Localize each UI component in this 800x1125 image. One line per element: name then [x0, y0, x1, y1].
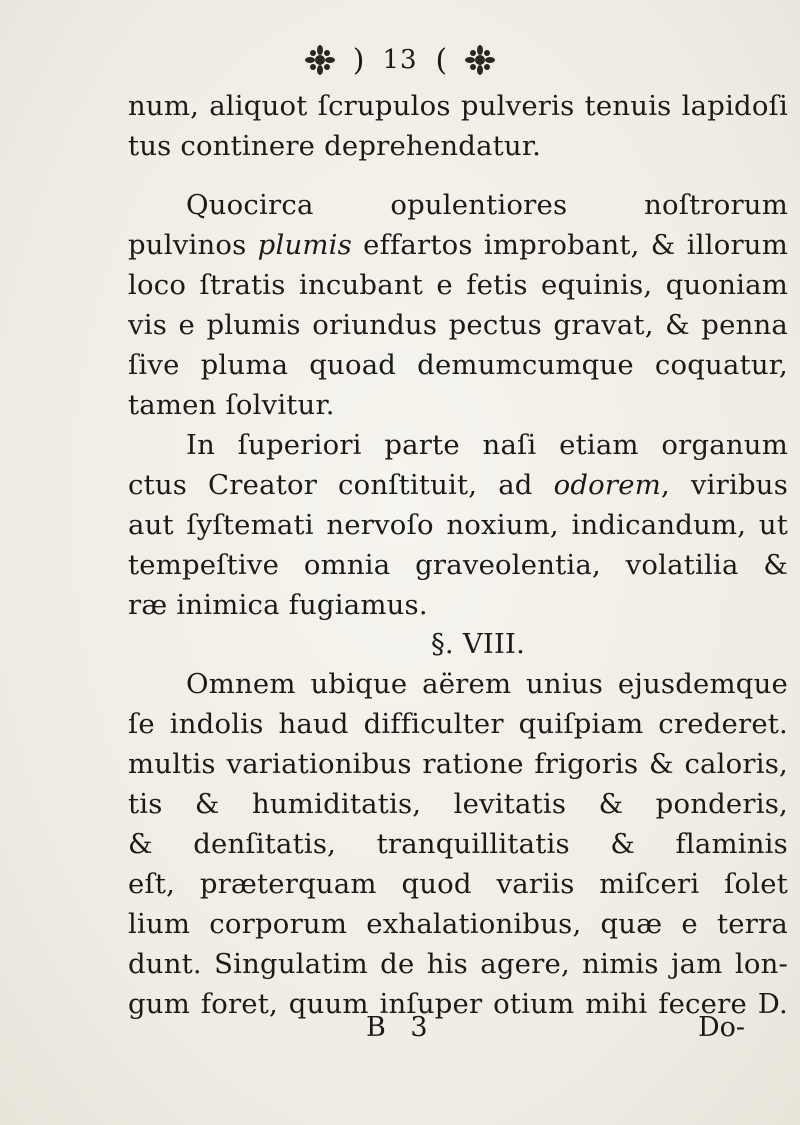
- paragraph-pillows: [128, 185, 788, 425]
- text-line: vis e plumis oriundus pectus gravat, & penna: [128, 309, 788, 341]
- text-line: In ſuperiori parte naſi etiam organum: [186, 429, 788, 461]
- text-line: dunt. Singulatim de his agere, nimis jam lon-: [128, 948, 788, 980]
- text-run: ctus Creator conſtituit, ad: [128, 469, 554, 501]
- text-line: tempeſtive omnia graveolentia, volatilia &: [128, 549, 788, 581]
- right-parenthesis: (: [435, 42, 448, 78]
- text-line: lium corporum exhalationibus, quæ e terra: [128, 908, 788, 940]
- text-line: & denſitatis, tranquillitatis & flaminis: [128, 828, 788, 860]
- text-line: gum foret, quum inſuper otium mihi fecere D.: [128, 988, 788, 1020]
- italic-word: odorem: [553, 469, 661, 501]
- text-line: ſive pluma quoad demumcumque coquatur,: [128, 349, 788, 381]
- paragraph-smell: [128, 425, 788, 625]
- section-heading: §. VIII.: [430, 628, 526, 660]
- text-line: loco ſtratis incubant e fetis equinis, quoniam: [128, 269, 788, 301]
- text-line: tus continere deprehendatur.: [128, 130, 542, 162]
- paragraph-continuation: [128, 86, 788, 166]
- page-footer: [0, 1012, 800, 1052]
- italic-word: plumis: [257, 229, 352, 261]
- left-parenthesis: ): [352, 42, 365, 78]
- left-fleuron-icon: [305, 45, 335, 75]
- running-header: [0, 40, 800, 80]
- text-line: tis & humiditatis, levitatis & ponderis,: [128, 788, 788, 820]
- page-number: 13: [382, 45, 418, 75]
- text-line: ſe indolis haud difficulter quiſpiam crederet.: [128, 708, 788, 740]
- text-run: , viribus: [661, 469, 788, 501]
- text-line: [128, 225, 788, 265]
- right-fleuron-icon: [465, 45, 495, 75]
- text-line: [128, 465, 788, 505]
- text-line: num, aliquot ſcrupulos pulveris tenuis lapidoſi: [128, 90, 788, 122]
- text-line: eſt, præterquam quod variis miſceri ſolet: [128, 868, 788, 900]
- signature-mark: B 3: [366, 1012, 436, 1043]
- text-line: aut ſyſtemati nervoſo noxium, indicandum, ut: [128, 509, 788, 541]
- paragraph-air: [128, 664, 788, 1024]
- catchword: Do-: [698, 1012, 746, 1043]
- text-line: ræ inimica fugiamus.: [128, 589, 428, 621]
- text-line: tamen ſolvitur.: [128, 389, 335, 421]
- text-run: pulvinos: [128, 229, 258, 261]
- text-line: Omnem ubique aërem unius ejusdemque: [186, 668, 788, 700]
- section-heading-block: [128, 624, 788, 664]
- text-line: Quocirca opulentiores noſtrorum: [186, 189, 788, 221]
- text-line: multis variationibus ratione frigoris & caloris,: [128, 748, 788, 780]
- text-run: effartos improbant, & illorum: [351, 229, 788, 261]
